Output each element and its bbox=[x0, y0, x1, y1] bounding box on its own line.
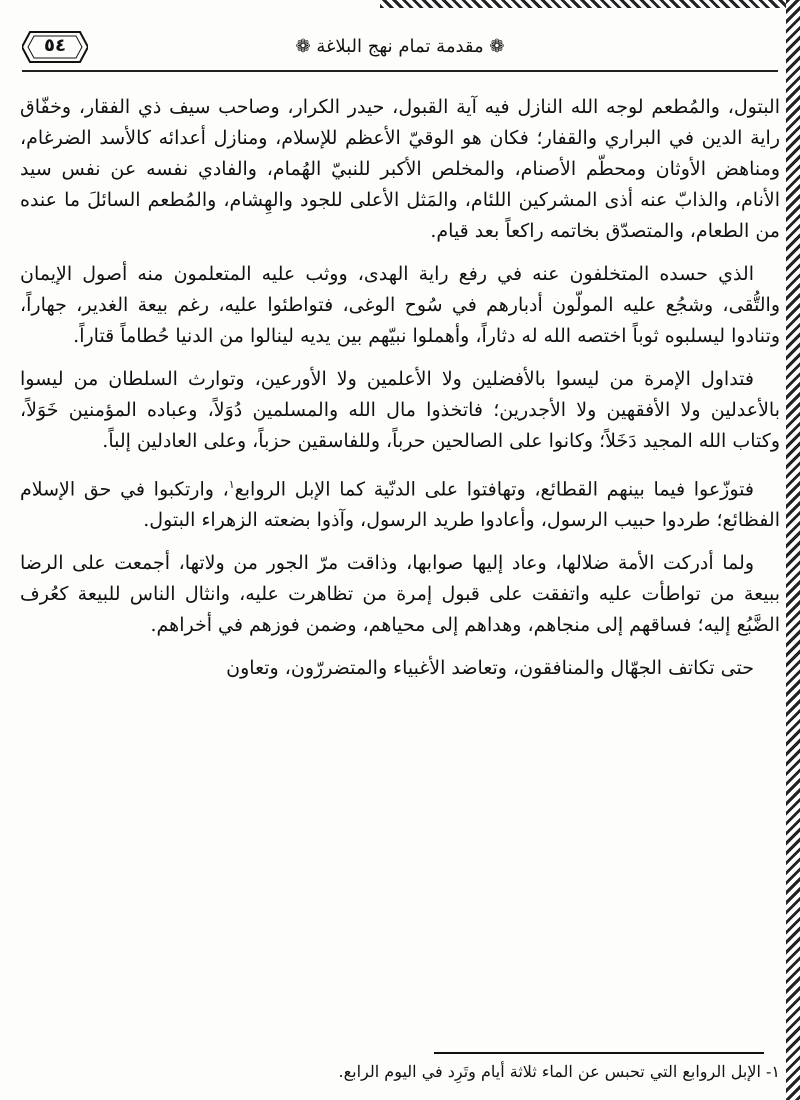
page-number: ٥٤ bbox=[44, 35, 66, 56]
paragraph-5: ولما أدركت الأمة ضلالها، وعاد إليها صوابها، وذاقت مرّ الجور من ولاتها، أجمعت على الرضا ببيعة من تواطأت عليه واتفقت على قبول إمرة من تظاهرت عليه، وانثال الناس للبيعة كعُرف الضَّبُع إليه؛ فساقهم إلى منجاهم، وهداهم إلى محياهم، وضمن فوزهم في أخراهم. bbox=[20, 552, 780, 637]
decorative-border-right bbox=[786, 0, 800, 1100]
footnote-separator bbox=[434, 1052, 764, 1054]
paragraph-4 bbox=[20, 469, 780, 536]
running-title: ❁ مقدمة تمام نهج البلاغة ❁ bbox=[295, 36, 505, 57]
footnote-reference[interactable]: ١ bbox=[228, 478, 235, 491]
paragraph-2: الذي حسده المتخلفون عنه في رفع راية الهدى، ووثب عليه المتعلمون منه أصول الإيمان والتُّقى، وشجُع عليه المولّون أدبارهم في سُوح الوغى، فتواطئوا عليه، رغم بيعة الغدير، جهاراً، وتنادوا ليسلبوه ثوباً اختصه الله له دثاراً، وأهملوا نبيّهم بين يديه لينالوا من الدنيا حُطاماً قتاراً. bbox=[20, 263, 780, 347]
paragraph-3: فتداول الإمرة من ليسوا بالأفضلين ولا الأعلمين ولا الأورعين، وتوارث السلطان من ليسوا بالأعدلين ولا الأفقهين ولا الأجدرين؛ فاتخذوا مال الله والمسلمين دُوَلاً، وعباده المؤمنين خَوَلاً، وكتاب الله المجيد دَخَلاً؛ وكانوا على الصالحين حرباً، وللفاسقين حزباً، وعلى العادلين إلباً. bbox=[20, 368, 780, 452]
paragraph-6: حتى تكاتف الجهّال والمنافقون، وتعاضد الأغبياء والمتضررّون، وتعاون bbox=[226, 657, 754, 680]
paragraph-4-start: فتوزّعوا فيما بينهم القطائع، وتهافتوا على الدنّية كما الإبل الروابع bbox=[234, 478, 754, 501]
paragraph-4-end: ، وارتكبوا في حق الإسلام الفظائع؛ طردوا حبيب الرسول، وأعادوا طريد الرسول، وآذوا بضعته الزهراء البتول. bbox=[20, 478, 780, 532]
decorative-border-top bbox=[380, 0, 800, 8]
page-header bbox=[22, 30, 778, 72]
footnote: ١- الإبل الروابع التي تحبس عن الماء ثلاثة أيام وتَرِد في اليوم الرابع. bbox=[338, 1062, 780, 1081]
paragraph-1: البتول، والمُطعم لوجه الله النازل فيه آية القبول، حيدر الكرار، وصاحب سيف ذي الفقار، وخفّاق راية الدين في البراري والقفار؛ فكان هو الوقيّ الأعظم للإسلام، ومنازل أعدائه كالأسد الضرغام، ومناهض الأوثان ومحطّم الأصنام، والمخلص الأكبر للنبيّ الهُمام، والفادي نفسه عن نفس سيد الأنام، والذابّ عنه أذى المشركين اللئام، والمَثل الأعلى للجود والهِشام، والمُطعم السائلَ ما عنده من الطعام، والمتصدّق بخاتمه راكعاً بعد قيام. bbox=[20, 96, 780, 242]
body-text bbox=[20, 92, 780, 696]
